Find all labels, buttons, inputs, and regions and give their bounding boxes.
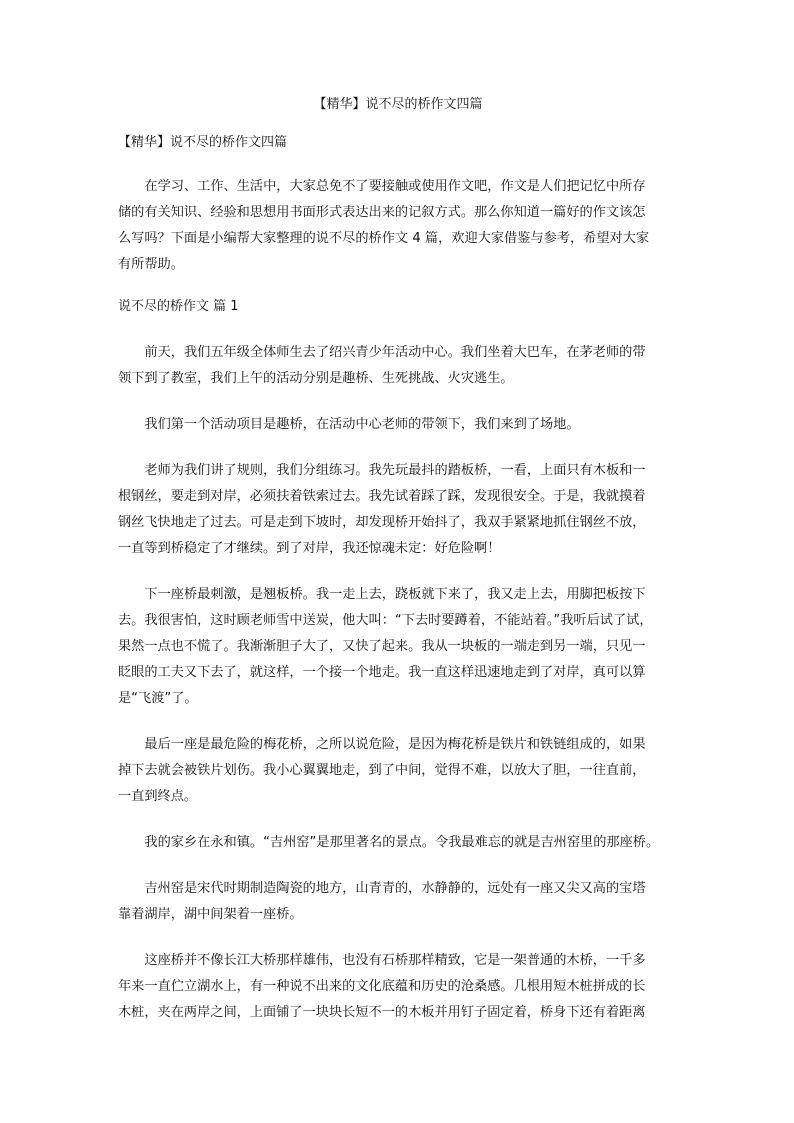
paragraph-line: 是“飞渡”了。 <box>118 691 198 706</box>
paragraph-line: 在学习、工作、生活中，大家总免不了要接触或使用作文吧，作文是人们把记忆中所存 <box>144 179 646 194</box>
body-paragraph <box>118 876 678 928</box>
paragraph-line: 么写吗？下面是小编帮大家整理的说不尽的桥作文 4 篇，欢迎大家借鉴与参考，希望对大家 <box>118 231 650 246</box>
body-paragraph <box>118 582 678 712</box>
paragraph-line: 靠着湖岸，湖中间架着一座桥。 <box>118 907 303 922</box>
body-paragraph <box>118 458 678 562</box>
document-page <box>118 96 678 1046</box>
body-paragraph <box>118 732 678 810</box>
document-subtitle: 【精华】说不尽的桥作文四篇 <box>118 135 288 150</box>
paragraph-line: 吉州窑是宋代时期制造陶瓷的地方，山青青的，水静静的，远处有一座又尖又高的宝塔 <box>144 881 646 896</box>
document-title: 【精华】说不尽的桥作文四篇 <box>313 97 483 112</box>
paragraph-line: 一直到终点。 <box>118 789 198 804</box>
paragraph-line: 有所帮助。 <box>118 257 184 272</box>
paragraph-line: 老师为我们讲了规则，我们分组练习。我先玩最抖的踏板桥，一看，上面只有木板和一 <box>144 463 646 478</box>
paragraph-line: 储的有关知识、经验和思想用书面形式表达出来的记叙方式。那么你知道一篇好的作文该怎 <box>118 205 646 220</box>
paragraph-line: 领下到了教室，我们上午的活动分别是趣桥、生死挑战、火灾逃生。 <box>118 371 514 386</box>
paragraph-line: 眨眼的工夫又下去了，就这样，一个接一个地走。我一直这样迅速地走到了对岸，真可以算 <box>118 665 646 680</box>
body-paragraph <box>118 412 678 438</box>
paragraph-line: 一直等到桥稳定了才继续。到了对岸，我还惊魂未定：好危险啊！ <box>118 541 501 556</box>
paragraph-line: 去。我很害怕，这时顾老师雪中送炭，他大叫：“下去时要蹲着，不能站着。”我听后试了试， <box>118 613 653 628</box>
paragraph-line: 这座桥并不像长江大桥那样雄伟，也没有石桥那样精致，它是一架普通的木桥，一千多 <box>144 953 646 968</box>
paragraph-line: 最后一座是最危险的梅花桥，之所以说危险，是因为梅花桥是铁片和铁链组成的，如果 <box>144 737 646 752</box>
paragraph-line: 下一座桥最刺激，是翘板桥。我一走上去，跷板就下来了，我又走上去，用脚把板按下 <box>144 587 646 602</box>
paragraph-line: 前天，我们五年级全体师生去了绍兴青少年活动中心。我们坐着大巴车，在茅老师的带 <box>144 345 646 360</box>
paragraph-line: 果然一点也不慌了。我渐渐胆子大了，又快了起来。我从一块板的一端走到另一端，只见一 <box>118 639 646 654</box>
paragraph-line: 木桩，夹在两岸之间，上面铺了一块块长短不一的木板并用钉子固定着，桥身下还有着距离 <box>118 1005 646 1020</box>
paragraph-line: 我们第一个活动项目是趣桥，在活动中心老师的带领下，我们来到了场地。 <box>144 417 580 432</box>
body-paragraph <box>118 830 678 856</box>
paragraph-line: 我的家乡在永和镇。“吉州窑”是那里著名的景点。令我最难忘的就是吉州窑里的那座桥。 <box>144 835 660 850</box>
paragraph-line: 年来一直伫立湖水上，有一种说不出来的文化底蕴和历史的沧桑感。几根用短木桩拼成的长 <box>118 979 646 994</box>
body-paragraph <box>118 340 678 392</box>
intro-paragraph <box>118 174 678 278</box>
paragraph-line: 掉下去就会被铁片划伤。我小心翼翼地走，到了中间，觉得不难，以放大了胆，一往直前， <box>118 763 646 778</box>
paragraph-line: 根钢丝，要走到对岸，必须扶着铁索过去。我先试着踩了踩，发现很安全。于是，我就摸着 <box>118 489 646 504</box>
paragraph-line: 钢丝飞快地走了过去。可是走到下坡时，却发现桥开始抖了，我双手紧紧地抓住钢丝不放， <box>118 515 646 530</box>
body-paragraph <box>118 948 678 1026</box>
section-heading: 说不尽的桥作文 篇 1 <box>118 299 239 314</box>
